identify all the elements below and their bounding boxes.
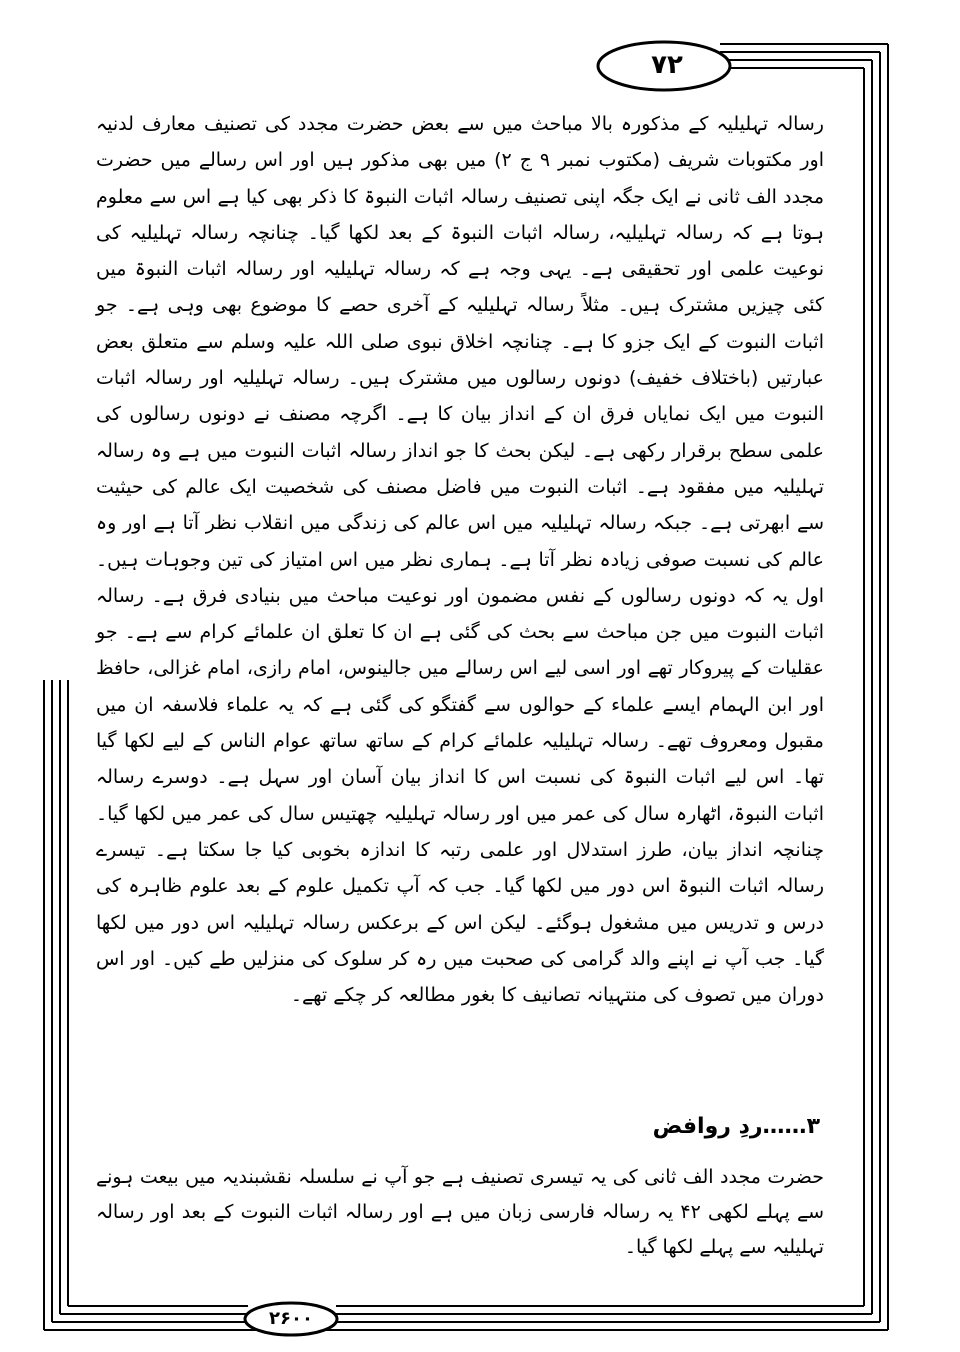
main-text xyxy=(96,106,824,1013)
body-paragraph: رسالہ تہلیلیہ کے مذکورہ بالا مباحث میں سے بعض حضرت مجدد کی تصنیف معارف لدنیہ اور مکتوبات شریف (مکتوب نمبر ۹ ج ۲) میں بھی مذکور ہیں اور اس رسالے میں حضرت مجدد الف ثانی نے ایک جگہ اپنی تصنیف رسالہ اثبات النبوۃ کا ذکر بھی کیا ہے اس سے معلوم ہوتا ہے کہ رسالہ تہلیلیہ، رسالہ اثبات النبوۃ کے بعد لکھا گیا۔ چنانچہ رسالہ تہلیلیہ کی نوعیت علمی اور تحقیقی ہے۔ یہی وجہ ہے کہ رسالہ تہلیلیہ اور رسالہ اثبات النبوۃ میں کئی چیزیں مشترک ہیں۔ مثلاً رسالہ تہلیلیہ کے آخری حصے کا موضوع بھی وہی ہے۔ جو اثبات النبوت کے ایک جزو کا ہے۔ چنانچہ اخلاق نبوی صلی اللہ علیہ وسلم سے متعلق بعض عبارتیں (باختلاف خفیف) دونوں رسالوں میں مشترک ہیں۔ رسالہ تہلیلیہ اور رسالہ اثبات النبوت میں ایک نمایاں فرق ان کے انداز بیان کا ہے۔ اگرچہ مصنف نے دونوں رسالوں کی علمی سطح برقرار رکھی ہے۔ لیکن بحث کا جو انداز رسالہ اثبات النبوت میں ہے وہ رسالہ تہلیلیہ میں مفقود ہے۔ اثبات النبوت میں فاضل مصنف کی شخصیت ایک عالم کی حیثیت سے ابھرتی ہے۔ جبکہ رسالہ تہلیلیہ میں اس عالم کی زندگی میں انقلاب نظر آتا ہے اور وہ عالم کی نسبت صوفی زیادہ نظر آتا ہے۔ ہماری نظر میں اس امتیاز کی تین وجوہات ہیں۔ اول یہ کہ دونوں رسالوں کے نفس مضمون اور نوعیت مباحث میں بنیادی فرق ہے۔ رسالہ اثبات النبوت میں جن مباحث سے بحث کی گئی ہے ان کا تعلق ان علمائے کرام سے ہے۔ جو عقلیات کے پیروکار تھے اور اسی لیے اس رسالے میں جالینوس، امام رازی، امام غزالی، حافظ اور ابن الہمام ایسے علماء کے حوالوں سے گفتگو کی گئی ہے کہ یہ علماء فلاسفہ ان میں مقبول ومعروف تھے۔ رسالہ تہلیلیہ علمائے کرام کے ساتھ ساتھ عوام الناس کے لیے لکھا گیا تھا۔ اس لیے اثبات النبوۃ کی نسبت اس کا انداز بیان آسان اور سہل ہے۔ دوسرے رسالہ اثبات النبوۃ، اٹھارہ سال کی عمر میں اور رسالہ تہلیلیہ چھتیس سال کی عمر میں لکھا گیا۔ چنانچہ انداز بیان، طرز استدلال اور علمی رتبہ کا اندازہ بخوبی کیا جا سکتا ہے۔ تیسرے رسالہ اثبات النبوۃ اس دور میں لکھا گیا۔ جب کہ آپ تکمیل علوم کے بعد علوم ظاہرہ کی درس و تدریس میں مشغول ہوگئے۔ لیکن اس کے برعکس رسالہ تہلیلیہ اس دور میں لکھا گیا۔ جب آپ نے اپنے والد گرامی کی صحبت میں رہ کر سلوک کی منزلیں طے کیں۔ اور اس دوران میں تصوف کی منتہیانہ تصانیف کا بغور مطالعہ کر چکے تھے۔ xyxy=(96,113,825,1007)
section-text xyxy=(96,1160,824,1265)
page-number-bottom: ۲۶۰۰ xyxy=(269,1308,313,1329)
section-heading: ۳……ردِ روافض xyxy=(652,1114,820,1139)
section-paragraph: حضرت مجدد الف ثانی کی یہ تیسری تصنیف ہے جو آپ نے سلسلہ نقشبندیہ میں بیعت ہونے سے پہلے لکھی ۴۲ یہ رسالہ فارسی زبان میں ہے اور رسالہ اثبات النبوت کے بعد اور رسالہ تہلیلیہ سے پہلے لکھا گیا۔ xyxy=(96,1166,824,1258)
page-number-top: ۷۲ xyxy=(651,50,683,80)
